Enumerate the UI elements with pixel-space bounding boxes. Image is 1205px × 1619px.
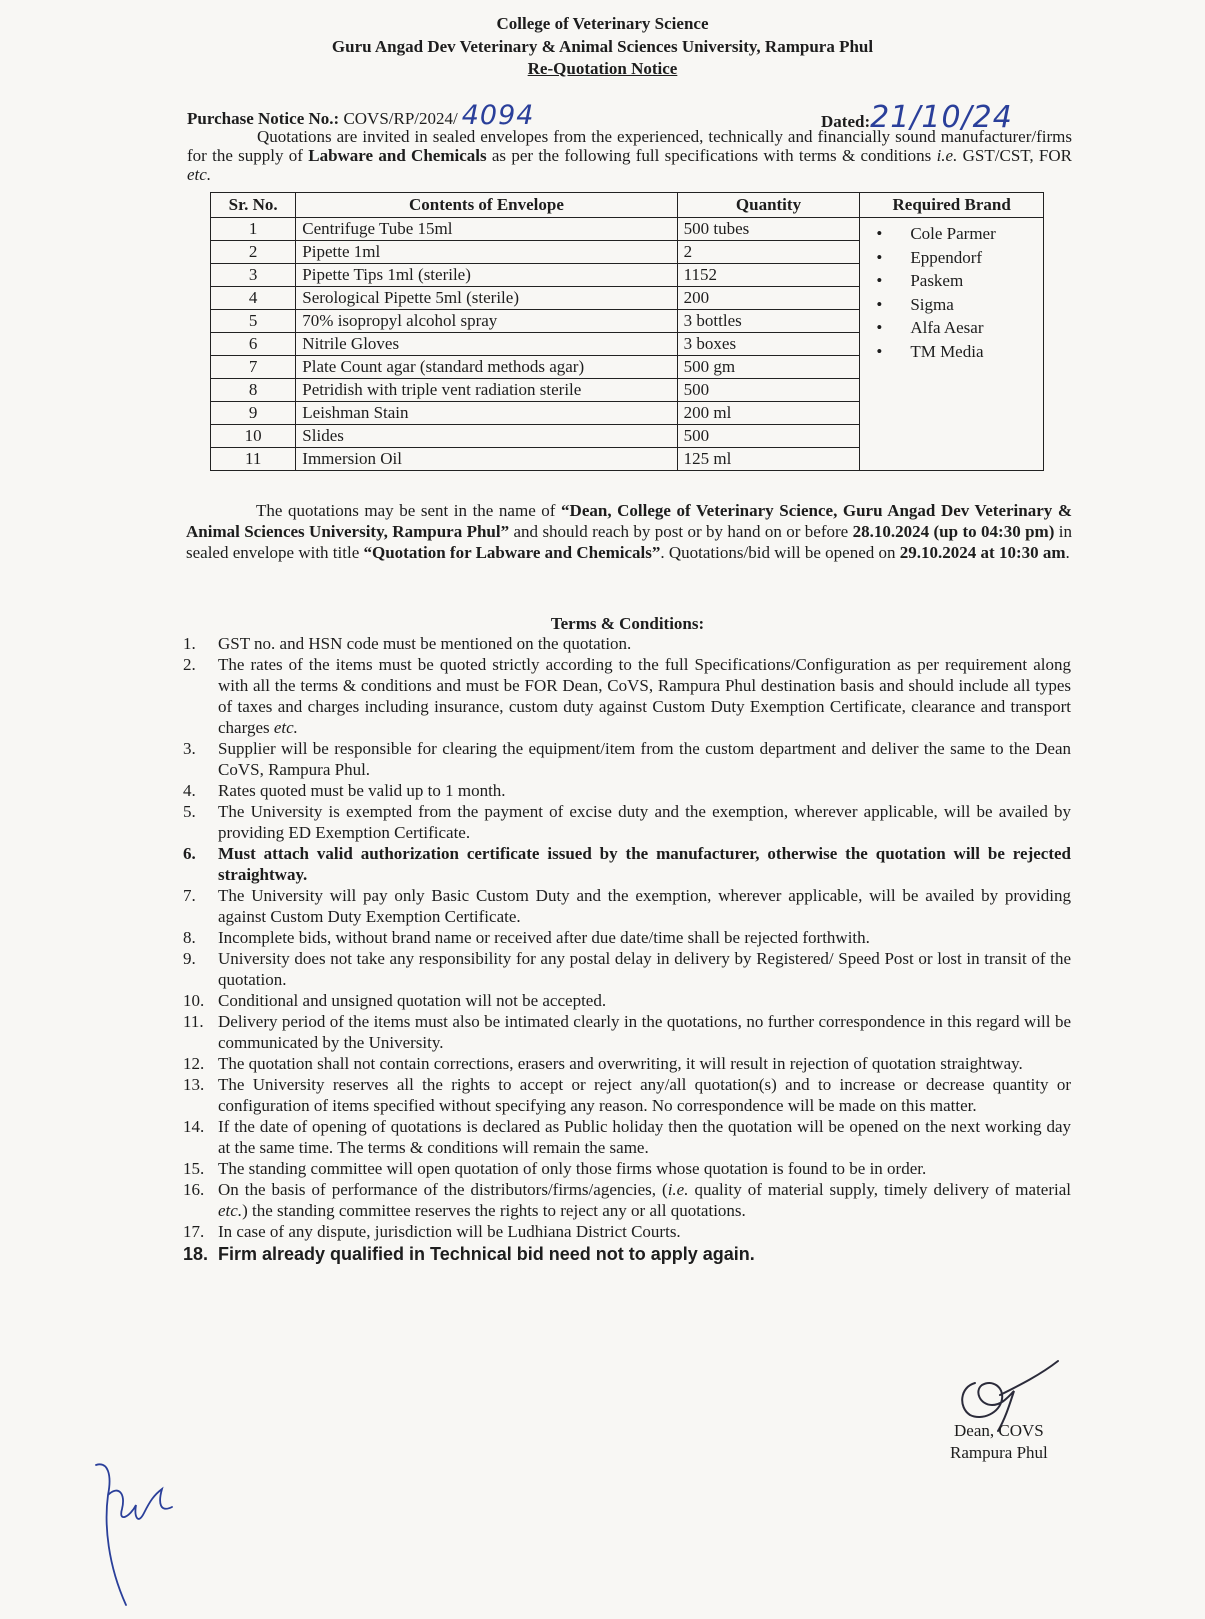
row-content: Pipette 1ml <box>296 241 677 264</box>
term-text: The standing committee will open quotation of only those firms whose quotation is found to be in order. <box>218 1159 927 1178</box>
list-item <box>183 1116 1071 1158</box>
term-text: The University is exempted from the payment of excise duty and the exemption, wherever applicable, will be availed by providing ED Exemption Certificate. <box>218 802 1071 842</box>
intro-text-2: as per the following full specifications with terms & conditions <box>486 146 937 165</box>
brand-item: • Sigma <box>866 293 1037 317</box>
list-item <box>183 1244 1071 1265</box>
list-item <box>183 885 1071 927</box>
brand-item: • Paskem <box>866 269 1037 293</box>
row-sr: 5 <box>211 310 296 333</box>
row-sr: 3 <box>211 264 296 287</box>
term-number: 8. <box>183 928 196 947</box>
row-sr: 9 <box>211 402 296 425</box>
term-text: The University reserves all the rights to accept or reject any/all quotation(s) and to increase or decrease quantity or configuration of items specified without specifying any reason. No correspondence will be made on this matter. <box>218 1075 1071 1115</box>
term-text: University does not take any responsibility for any postal delay in delivery by Registered/ Speed Post or lost in transit of the quotation. <box>218 949 1071 989</box>
row-content: Slides <box>296 425 677 448</box>
signature-caption <box>950 1420 1048 1464</box>
list-item <box>183 1011 1071 1053</box>
list-item <box>183 780 1071 801</box>
term-number: 17. <box>183 1222 205 1241</box>
term-text: If the date of opening of quotations is declared as Public holiday then the quotation will be opened on the next working day at the same time. The terms & conditions will remain the same. <box>218 1117 1071 1157</box>
row-sr: 7 <box>211 356 296 379</box>
term-text: ) the standing committee reserves the rights to reject any or all quotations. <box>242 1201 746 1220</box>
row-quantity: 200 ml <box>677 402 860 425</box>
purchase-notice-label: Purchase Notice No.: <box>187 109 340 128</box>
row-sr: 4 <box>211 287 296 310</box>
list-item <box>183 1074 1071 1116</box>
intro-text-3: GST/CST, FOR <box>957 146 1072 165</box>
term-number: 3. <box>183 739 196 758</box>
term-text: On the basis of performance of the distributors/firms/agencies, ( <box>218 1180 668 1199</box>
term-text: Rates quoted must be valid up to 1 month. <box>218 781 506 800</box>
terms-list <box>183 633 1071 1265</box>
list-item <box>183 948 1071 990</box>
term-number: 13. <box>183 1075 205 1094</box>
list-item <box>183 738 1071 780</box>
send-deadline: 28.10.2024 (up to 04:30 pm) <box>852 522 1055 541</box>
row-sr: 6 <box>211 333 296 356</box>
send-text-2: and should reach by post or by hand on or before <box>509 522 853 541</box>
brand-list-cell <box>860 218 1044 471</box>
row-sr: 10 <box>211 425 296 448</box>
term-text: The rates of the items must be quoted strictly according to the full Specifications/Configuration as per requirement along with all the terms & conditions and must be FOR Dean, CoVS, Rampura Phul destination basis and should include all types of taxes and charges including insurance, custom duty against Custom Duty Exemption Certificate, clearance and transport charges <box>218 655 1071 737</box>
intro-etc: etc. <box>187 165 212 184</box>
term-number: 10. <box>183 991 205 1010</box>
list-item <box>183 1179 1071 1221</box>
row-quantity: 500 <box>677 425 860 448</box>
signatory-title: Dean, COVS <box>954 1421 1044 1440</box>
term-number: 9. <box>183 949 196 968</box>
list-item <box>183 990 1071 1011</box>
send-text-3: in sealed envelope with title <box>186 522 1072 562</box>
term-text-em: etc. <box>218 1201 243 1220</box>
term-text-em: i.e. <box>667 1180 689 1199</box>
term-number: 16. <box>183 1180 205 1199</box>
brand-item: • TM Media <box>866 340 1037 364</box>
term-number: 4. <box>183 781 196 800</box>
row-content: Petridish with triple vent radiation sterile <box>296 379 677 402</box>
row-quantity: 3 bottles <box>677 310 860 333</box>
list-item <box>183 843 1071 885</box>
row-content: 70% isopropyl alcohol spray <box>296 310 677 333</box>
term-text: In case of any dispute, jurisdiction will be Ludhiana District Courts. <box>218 1222 681 1241</box>
list-item <box>183 927 1071 948</box>
list-item <box>183 654 1071 738</box>
header-contents: Contents of Envelope <box>296 193 677 218</box>
term-text: Firm already qualified in Technical bid need not to apply again. <box>218 1244 755 1264</box>
term-text: Must attach valid authorization certificate issued by the manufacturer, otherwise the quotation will be rejected straightway. <box>218 844 1071 884</box>
term-number: 12. <box>183 1054 205 1073</box>
term-text: Supplier will be responsible for clearing the equipment/item from the custom department and deliver the same to the Dean CoVS, Rampura Phul. <box>218 739 1071 779</box>
handwritten-initials-icon <box>78 1455 178 1615</box>
term-number: 11. <box>183 1012 204 1031</box>
term-text: quality of material supply, timely delivery of material <box>688 1180 1071 1199</box>
send-text-4: . Quotations/bid will be opened on <box>660 543 900 562</box>
brand-item: • Alfa Aesar <box>866 316 1037 340</box>
intro-ie: i.e. <box>936 146 958 165</box>
row-content: Nitrile Gloves <box>296 333 677 356</box>
row-quantity: 125 ml <box>677 448 860 471</box>
intro-paragraph <box>187 127 1072 184</box>
row-quantity: 2 <box>677 241 860 264</box>
list-item <box>183 1221 1071 1242</box>
row-quantity: 1152 <box>677 264 860 287</box>
list-item <box>183 801 1071 843</box>
dated-label: Dated: <box>821 112 871 131</box>
term-number: 5. <box>183 802 196 821</box>
brand-item: • Eppendorf <box>866 246 1037 270</box>
row-quantity: 200 <box>677 287 860 310</box>
term-number: 2. <box>183 655 196 674</box>
send-opening-date: 29.10.2024 at 10:30 am <box>899 543 1066 562</box>
row-content: Pipette Tips 1ml (sterile) <box>296 264 677 287</box>
table-row <box>211 218 1044 241</box>
handwritten-date: 21/10/24 <box>870 100 1013 135</box>
term-number: 6. <box>183 844 196 863</box>
brand-item: • Cole Parmer <box>866 222 1037 246</box>
row-sr: 8 <box>211 379 296 402</box>
send-text-5: . <box>1065 543 1070 562</box>
term-text: The quotation shall not contain corrections, erasers and overwriting, it will result in rejection of quotation straightway. <box>218 1054 1023 1073</box>
term-text: Delivery period of the items must also be intimated clearly in the quotations, no further correspondence in this regard will be communicated by the University. <box>218 1012 1071 1052</box>
term-number: 18. <box>183 1244 209 1264</box>
send-envelope-title: “Quotation for Labware and Chemicals” <box>363 543 661 562</box>
purchase-notice-prefix: COVS/RP/2024/ <box>343 109 458 128</box>
university-name: Guru Angad Dev Veterinary & Animal Sciences University, Rampura Phul <box>331 37 874 56</box>
row-quantity: 500 tubes <box>677 218 860 241</box>
send-text-1: The quotations may be sent in the name of <box>256 501 562 520</box>
header-quantity: Quantity <box>677 193 860 218</box>
row-content: Leishman Stain <box>296 402 677 425</box>
row-quantity: 3 boxes <box>677 333 860 356</box>
row-content: Centrifuge Tube 15ml <box>296 218 677 241</box>
items-table <box>210 192 1044 471</box>
row-quantity: 500 <box>677 379 860 402</box>
handwritten-notice-number: 4094 <box>461 100 535 131</box>
table-header-row <box>211 193 1044 218</box>
list-item <box>183 1158 1071 1179</box>
term-text-em: etc. <box>273 718 298 737</box>
header-sr-no: Sr. No. <box>211 193 296 218</box>
term-number: 15. <box>183 1159 205 1178</box>
brand-list <box>866 222 1037 364</box>
intro-text-1: Quotations are invited in sealed envelopes from the experienced, technically and financially sound manufacturer/firms for the supply of <box>187 127 1072 165</box>
row-quantity: 500 gm <box>677 356 860 379</box>
row-sr: 1 <box>211 218 296 241</box>
college-name: College of Veterinary Science <box>496 14 709 33</box>
row-content: Serological Pipette 5ml (sterile) <box>296 287 677 310</box>
terms-heading: Terms & Conditions: <box>550 614 705 633</box>
intro-bold-item: Labware and Chemicals <box>308 146 487 165</box>
term-text: The University will pay only Basic Custom Duty and the exemption, wherever applicable, will be availed by providing against Custom Duty Exemption Certificate. <box>218 886 1071 926</box>
term-number: 14. <box>183 1117 205 1136</box>
signatory-place: Rampura Phul <box>950 1443 1048 1462</box>
row-content: Plate Count agar (standard methods agar) <box>296 356 677 379</box>
row-sr: 11 <box>211 448 296 471</box>
row-sr: 2 <box>211 241 296 264</box>
term-text: Conditional and unsigned quotation will not be accepted. <box>218 991 607 1010</box>
submission-paragraph <box>186 500 1072 563</box>
term-number: 7. <box>183 886 196 905</box>
term-text: Incomplete bids, without brand name or received after due date/time shall be rejected forthwith. <box>218 928 870 947</box>
header-required-brand: Required Brand <box>860 193 1044 218</box>
list-item <box>183 633 1071 654</box>
row-content: Immersion Oil <box>296 448 677 471</box>
send-addressee: “Dean, College of Veterinary Science, Guru Angad Dev Veterinary & Animal Sciences University, Rampura Phul” <box>186 501 1072 541</box>
notice-title: Re-Quotation Notice <box>527 59 678 78</box>
list-item <box>183 1053 1071 1074</box>
term-number: 1. <box>183 634 196 653</box>
term-text: GST no. and HSN code must be mentioned on the quotation. <box>218 634 632 653</box>
